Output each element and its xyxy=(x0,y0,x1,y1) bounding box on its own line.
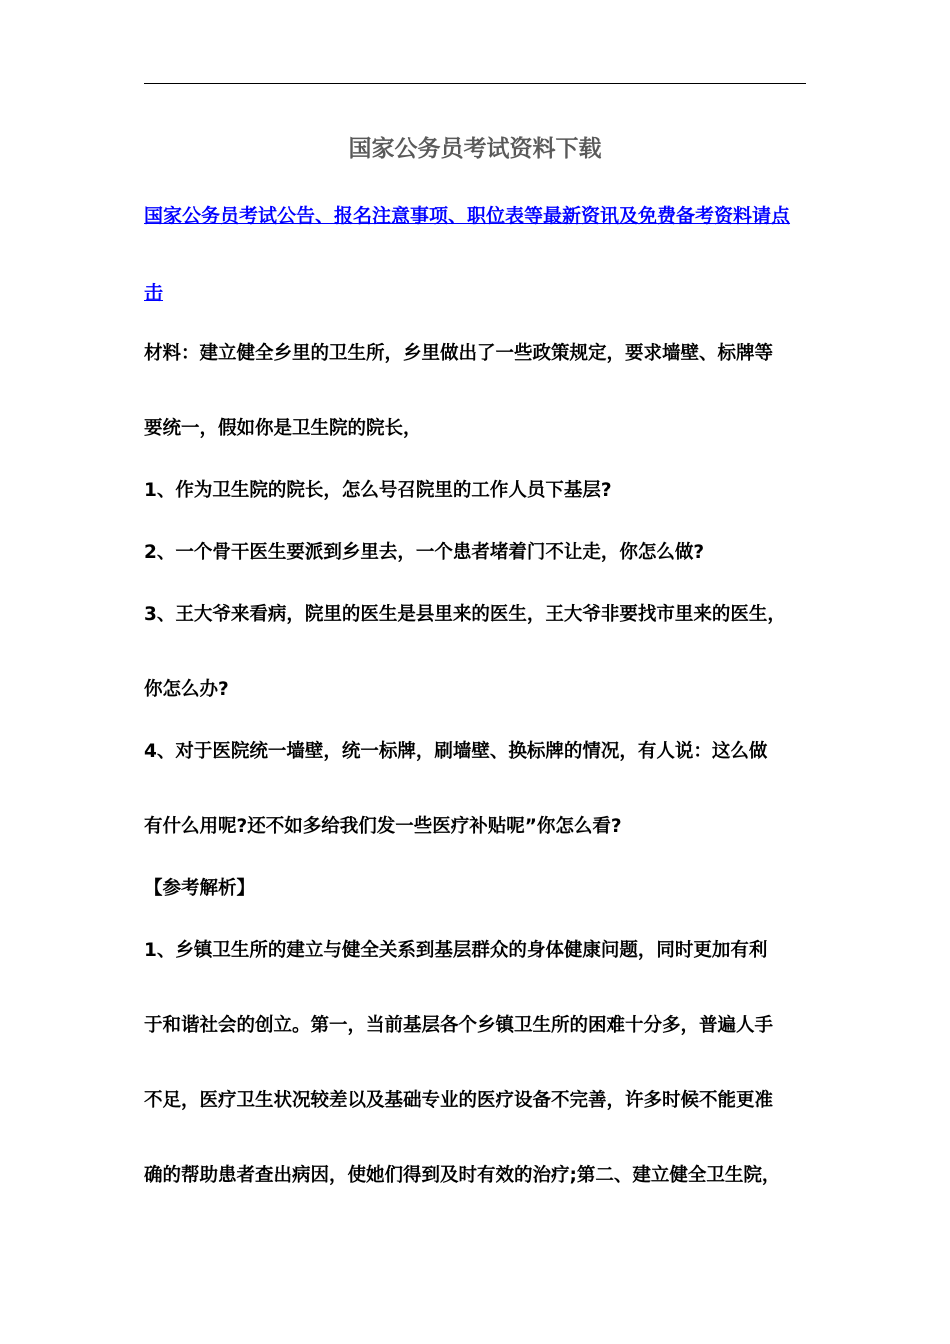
question-3-line-1: 3、王大爷来看病，院里的医生是县里来的医生，王大爷非要找市里来的医生， xyxy=(144,604,786,625)
material-line-2: 要统一，假如你是卫生院的院长， xyxy=(144,418,422,439)
answer-1-line-3: 不足，医疗卫生状况较差以及基础专业的医疗设备不完善，许多时候不能更准 xyxy=(144,1090,774,1111)
question-4-line-2: 有什么用呢?还不如多给我们发一些医疗补贴呢”你怎么看? xyxy=(144,816,622,837)
question-1: 1、作为卫生院的院长，怎么号召院里的工作人员下基层? xyxy=(144,480,612,501)
answer-1-line-4: 确的帮助患者查出病因，使她们得到及时有效的治疗;第二、建立健全卫生院， xyxy=(144,1165,781,1186)
info-link-line-2[interactable]: 击 xyxy=(144,282,164,304)
info-link-line-1[interactable]: 国家公务员考试公告、报名注意事项、职位表等最新资讯及免费备考资料请点 xyxy=(144,205,791,227)
header-rule xyxy=(144,83,806,84)
question-4-line-1: 4、对于医院统一墙壁，统一标牌，刷墙壁、换标牌的情况，有人说：这么做 xyxy=(144,741,768,762)
material-line-1: 材料：建立健全乡里的卫生所，乡里做出了一些政策规定，要求墙壁、标牌等 xyxy=(144,343,774,364)
question-2: 2、一个骨干医生要派到乡里去，一个患者堵着门不让走，你怎么做? xyxy=(144,542,705,563)
document-title: 国家公务员考试资料下载 xyxy=(348,136,602,162)
answer-1-line-1: 1、乡镇卫生所的建立与健全关系到基层群众的身体健康问题，同时更加有利 xyxy=(144,940,768,961)
question-3-line-2: 你怎么办? xyxy=(144,679,229,700)
answer-1-line-2: 于和谐社会的创立。第一，当前基层各个乡镇卫生所的困难十分多，普遍人手 xyxy=(144,1015,774,1036)
analysis-heading: 【参考解析】 xyxy=(144,878,256,899)
